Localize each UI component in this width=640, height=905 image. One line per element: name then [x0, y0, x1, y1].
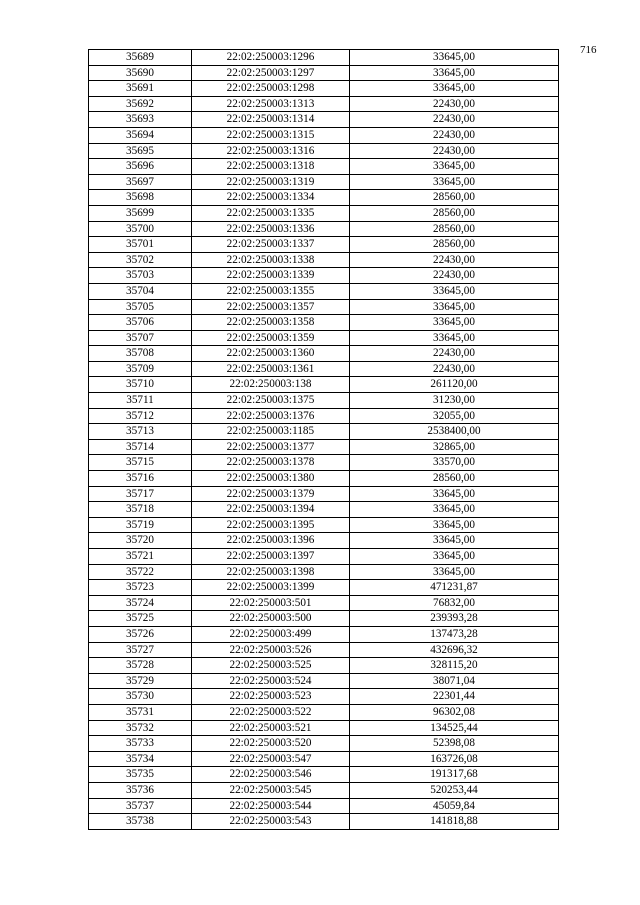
value-cell: 33645,00 — [350, 299, 559, 315]
cadastral-number-cell: 22:02:250003:1358 — [192, 315, 350, 331]
row-number-cell: 35690 — [89, 65, 192, 81]
row-number-cell: 35716 — [89, 471, 192, 487]
row-number-cell: 35691 — [89, 81, 192, 97]
cadastral-number-cell: 22:02:250003:523 — [192, 689, 350, 705]
row-number-cell: 35706 — [89, 315, 192, 331]
row-number-cell: 35714 — [89, 439, 192, 455]
table-row — [89, 237, 559, 253]
row-number-cell: 35720 — [89, 533, 192, 549]
page-number: 716 — [580, 44, 597, 56]
cadastral-number-cell: 22:02:250003:1395 — [192, 517, 350, 533]
row-number-cell: 35738 — [89, 814, 192, 830]
row-number-cell: 35702 — [89, 252, 192, 268]
value-cell: 137473,28 — [350, 626, 559, 642]
value-cell: 33645,00 — [350, 315, 559, 331]
table-row — [89, 533, 559, 549]
cadastral-number-cell: 22:02:250003:138 — [192, 377, 350, 393]
row-number-cell: 35715 — [89, 455, 192, 471]
value-cell: 32865,00 — [350, 439, 559, 455]
row-number-cell: 35731 — [89, 704, 192, 720]
cadastral-number-cell: 22:02:250003:1185 — [192, 424, 350, 440]
row-number-cell: 35701 — [89, 237, 192, 253]
table-row — [89, 455, 559, 471]
value-cell: 28560,00 — [350, 205, 559, 221]
table-row — [89, 205, 559, 221]
table-row — [89, 439, 559, 455]
cadastral-number-cell: 22:02:250003:521 — [192, 720, 350, 736]
table-row — [89, 50, 559, 66]
table-row — [89, 174, 559, 190]
table-row — [89, 65, 559, 81]
row-number-cell: 35736 — [89, 782, 192, 798]
value-cell: 33645,00 — [350, 81, 559, 97]
table-row — [89, 299, 559, 315]
cadastral-number-cell: 22:02:250003:525 — [192, 658, 350, 674]
value-cell: 22430,00 — [350, 112, 559, 128]
row-number-cell: 35732 — [89, 720, 192, 736]
cadastral-number-cell: 22:02:250003:1337 — [192, 237, 350, 253]
value-cell: 33645,00 — [350, 50, 559, 66]
row-number-cell: 35689 — [89, 50, 192, 66]
value-cell: 261120,00 — [350, 377, 559, 393]
table-row — [89, 814, 559, 830]
table-row — [89, 424, 559, 440]
value-cell: 33645,00 — [350, 533, 559, 549]
value-cell: 33645,00 — [350, 486, 559, 502]
table-row — [89, 393, 559, 409]
value-cell: 22430,00 — [350, 96, 559, 112]
cadastral-number-cell: 22:02:250003:1318 — [192, 159, 350, 175]
row-number-cell: 35708 — [89, 346, 192, 362]
cadastral-number-cell: 22:02:250003:1334 — [192, 190, 350, 206]
table-row — [89, 751, 559, 767]
value-cell: 33645,00 — [350, 564, 559, 580]
cadastral-number-cell: 22:02:250003:1297 — [192, 65, 350, 81]
value-cell: 33645,00 — [350, 517, 559, 533]
row-number-cell: 35694 — [89, 127, 192, 143]
value-cell: 28560,00 — [350, 221, 559, 237]
value-cell: 432696,32 — [350, 642, 559, 658]
value-cell: 28560,00 — [350, 471, 559, 487]
cadastral-value-table — [88, 49, 559, 830]
cadastral-number-cell: 22:02:250003:1394 — [192, 502, 350, 518]
value-cell: 33645,00 — [350, 283, 559, 299]
value-cell: 22301,44 — [350, 689, 559, 705]
cadastral-number-cell: 22:02:250003:545 — [192, 782, 350, 798]
value-cell: 28560,00 — [350, 237, 559, 253]
table-row — [89, 720, 559, 736]
table-row — [89, 611, 559, 627]
row-number-cell: 35695 — [89, 143, 192, 159]
value-cell: 22430,00 — [350, 346, 559, 362]
cadastral-number-cell: 22:02:250003:1314 — [192, 112, 350, 128]
cadastral-number-cell: 22:02:250003:499 — [192, 626, 350, 642]
row-number-cell: 35719 — [89, 517, 192, 533]
row-number-cell: 35730 — [89, 689, 192, 705]
table-row — [89, 767, 559, 783]
table-body — [89, 50, 559, 830]
value-cell: 96302,08 — [350, 704, 559, 720]
cadastral-number-cell: 22:02:250003:1376 — [192, 408, 350, 424]
cadastral-number-cell: 22:02:250003:1335 — [192, 205, 350, 221]
table-row — [89, 502, 559, 518]
table-row — [89, 190, 559, 206]
row-number-cell: 35711 — [89, 393, 192, 409]
table-row — [89, 626, 559, 642]
row-number-cell: 35704 — [89, 283, 192, 299]
cadastral-number-cell: 22:02:250003:1296 — [192, 50, 350, 66]
table-row — [89, 221, 559, 237]
cadastral-number-cell: 22:02:250003:1378 — [192, 455, 350, 471]
value-cell: 45059,84 — [350, 798, 559, 814]
cadastral-number-cell: 22:02:250003:1316 — [192, 143, 350, 159]
row-number-cell: 35723 — [89, 580, 192, 596]
table-row — [89, 673, 559, 689]
cadastral-number-cell: 22:02:250003:1396 — [192, 533, 350, 549]
table-row — [89, 377, 559, 393]
table-row — [89, 112, 559, 128]
cadastral-number-cell: 22:02:250003:1398 — [192, 564, 350, 580]
value-cell: 134525,44 — [350, 720, 559, 736]
table-row — [89, 736, 559, 752]
value-cell: 328115,20 — [350, 658, 559, 674]
value-cell: 31230,00 — [350, 393, 559, 409]
row-number-cell: 35733 — [89, 736, 192, 752]
cadastral-number-cell: 22:02:250003:1355 — [192, 283, 350, 299]
cadastral-number-cell: 22:02:250003:1338 — [192, 252, 350, 268]
row-number-cell: 35696 — [89, 159, 192, 175]
table-row — [89, 159, 559, 175]
cadastral-number-cell: 22:02:250003:544 — [192, 798, 350, 814]
cadastral-number-cell: 22:02:250003:1298 — [192, 81, 350, 97]
cadastral-number-cell: 22:02:250003:1315 — [192, 127, 350, 143]
table-row — [89, 486, 559, 502]
cadastral-number-cell: 22:02:250003:1319 — [192, 174, 350, 190]
cadastral-number-cell: 22:02:250003:1336 — [192, 221, 350, 237]
value-cell: 76832,00 — [350, 595, 559, 611]
table-row — [89, 642, 559, 658]
table-row — [89, 268, 559, 284]
table-row — [89, 564, 559, 580]
cadastral-number-cell: 22:02:250003:1380 — [192, 471, 350, 487]
value-cell: 33645,00 — [350, 502, 559, 518]
cadastral-number-cell: 22:02:250003:1377 — [192, 439, 350, 455]
row-number-cell: 35698 — [89, 190, 192, 206]
table-row — [89, 96, 559, 112]
table-row — [89, 798, 559, 814]
row-number-cell: 35697 — [89, 174, 192, 190]
table-row — [89, 549, 559, 565]
value-cell: 52398,08 — [350, 736, 559, 752]
cadastral-number-cell: 22:02:250003:520 — [192, 736, 350, 752]
table-row — [89, 471, 559, 487]
table-row — [89, 252, 559, 268]
value-cell: 239393,28 — [350, 611, 559, 627]
table-row — [89, 127, 559, 143]
cadastral-number-cell: 22:02:250003:1359 — [192, 330, 350, 346]
value-cell: 33570,00 — [350, 455, 559, 471]
cadastral-number-cell: 22:02:250003:526 — [192, 642, 350, 658]
value-cell: 33645,00 — [350, 65, 559, 81]
cadastral-number-cell: 22:02:250003:547 — [192, 751, 350, 767]
table-row — [89, 283, 559, 299]
value-cell: 33645,00 — [350, 159, 559, 175]
cadastral-number-cell: 22:02:250003:546 — [192, 767, 350, 783]
cadastral-number-cell: 22:02:250003:1339 — [192, 268, 350, 284]
table-row — [89, 408, 559, 424]
value-cell: 22430,00 — [350, 361, 559, 377]
row-number-cell: 35735 — [89, 767, 192, 783]
table-row — [89, 580, 559, 596]
cadastral-number-cell: 22:02:250003:1375 — [192, 393, 350, 409]
cadastral-number-cell: 22:02:250003:500 — [192, 611, 350, 627]
value-cell: 22430,00 — [350, 127, 559, 143]
value-cell: 2538400,00 — [350, 424, 559, 440]
row-number-cell: 35699 — [89, 205, 192, 221]
cadastral-number-cell: 22:02:250003:1357 — [192, 299, 350, 315]
value-cell: 163726,08 — [350, 751, 559, 767]
row-number-cell: 35724 — [89, 595, 192, 611]
row-number-cell: 35726 — [89, 626, 192, 642]
row-number-cell: 35693 — [89, 112, 192, 128]
row-number-cell: 35713 — [89, 424, 192, 440]
table-row — [89, 81, 559, 97]
row-number-cell: 35705 — [89, 299, 192, 315]
cadastral-number-cell: 22:02:250003:1313 — [192, 96, 350, 112]
value-cell: 28560,00 — [350, 190, 559, 206]
value-cell: 22430,00 — [350, 143, 559, 159]
value-cell: 32055,00 — [350, 408, 559, 424]
value-cell: 38071,04 — [350, 673, 559, 689]
cadastral-number-cell: 22:02:250003:1379 — [192, 486, 350, 502]
value-cell: 33645,00 — [350, 174, 559, 190]
table-row — [89, 315, 559, 331]
table-row — [89, 704, 559, 720]
value-cell: 520253,44 — [350, 782, 559, 798]
row-number-cell: 35737 — [89, 798, 192, 814]
table-row — [89, 346, 559, 362]
value-cell: 22430,00 — [350, 252, 559, 268]
table-row — [89, 361, 559, 377]
row-number-cell: 35712 — [89, 408, 192, 424]
row-number-cell: 35725 — [89, 611, 192, 627]
cadastral-number-cell: 22:02:250003:1399 — [192, 580, 350, 596]
value-cell: 141818,88 — [350, 814, 559, 830]
row-number-cell: 35700 — [89, 221, 192, 237]
row-number-cell: 35717 — [89, 486, 192, 502]
cadastral-number-cell: 22:02:250003:524 — [192, 673, 350, 689]
cadastral-number-cell: 22:02:250003:522 — [192, 704, 350, 720]
row-number-cell: 35727 — [89, 642, 192, 658]
row-number-cell: 35703 — [89, 268, 192, 284]
table-row — [89, 330, 559, 346]
value-cell: 191317,68 — [350, 767, 559, 783]
cadastral-number-cell: 22:02:250003:1361 — [192, 361, 350, 377]
row-number-cell: 35709 — [89, 361, 192, 377]
table-row — [89, 689, 559, 705]
row-number-cell: 35721 — [89, 549, 192, 565]
table-row — [89, 517, 559, 533]
cadastral-number-cell: 22:02:250003:1397 — [192, 549, 350, 565]
table-row — [89, 595, 559, 611]
row-number-cell: 35728 — [89, 658, 192, 674]
row-number-cell: 35722 — [89, 564, 192, 580]
value-cell: 33645,00 — [350, 330, 559, 346]
value-cell: 471231,87 — [350, 580, 559, 596]
table-row — [89, 658, 559, 674]
table-row — [89, 782, 559, 798]
table-row — [89, 143, 559, 159]
row-number-cell: 35729 — [89, 673, 192, 689]
row-number-cell: 35707 — [89, 330, 192, 346]
row-number-cell: 35734 — [89, 751, 192, 767]
cadastral-number-cell: 22:02:250003:501 — [192, 595, 350, 611]
row-number-cell: 35710 — [89, 377, 192, 393]
value-cell: 22430,00 — [350, 268, 559, 284]
cadastral-number-cell: 22:02:250003:1360 — [192, 346, 350, 362]
row-number-cell: 35692 — [89, 96, 192, 112]
cadastral-number-cell: 22:02:250003:543 — [192, 814, 350, 830]
row-number-cell: 35718 — [89, 502, 192, 518]
value-cell: 33645,00 — [350, 549, 559, 565]
